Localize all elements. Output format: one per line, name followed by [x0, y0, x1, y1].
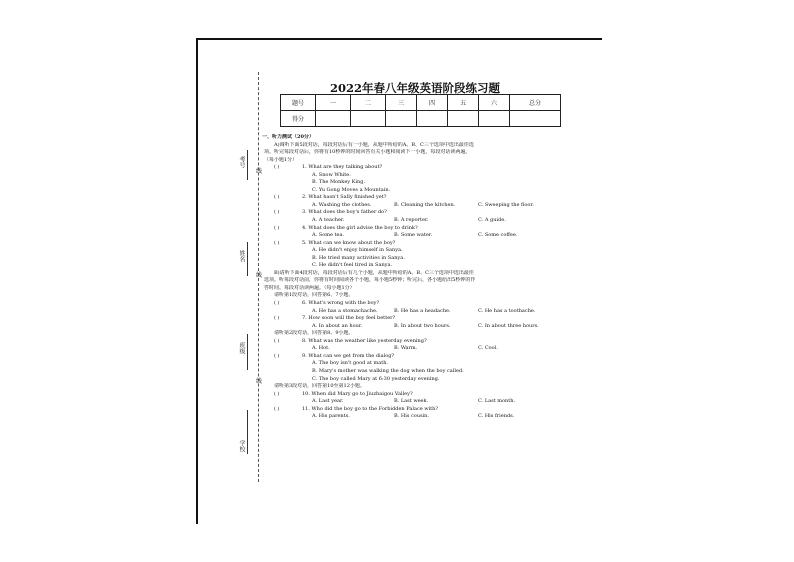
score-table-header: 题号: [281, 95, 316, 111]
score-table-header: 五: [448, 95, 479, 111]
option-c: C. Some coffee.: [478, 232, 518, 239]
score-cell[interactable]: [417, 111, 448, 127]
side-name-label: 姓名: [238, 250, 245, 262]
option-c: C. Last month.: [478, 398, 516, 405]
score-table-header: 二: [351, 95, 386, 111]
section-heading: 一、听力测试（20分）: [262, 134, 314, 140]
answer-paren[interactable]: ( ): [274, 300, 280, 307]
score-table-header: 三: [386, 95, 417, 111]
instruction-text: 选项。听每段对话前，你将有时间阅读各个小题，每小题5秒钟；听完后，各小题给出5秒钟的作: [264, 277, 476, 284]
question-stem: 4. What does the girl advise the boy to drink?: [302, 224, 418, 231]
option-a: A. The boy isn't good at math.: [312, 360, 389, 367]
option-a: A. Last year.: [312, 398, 344, 405]
option-b: B. In about two hours.: [394, 322, 451, 329]
question-stem: 3. What does the boy's father do?: [302, 209, 387, 216]
option-b: B. Warm.: [394, 345, 418, 352]
answer-paren[interactable]: ( ): [274, 194, 280, 201]
question-stem: 11. Who did the boy go to the Forbidden Palace with?: [302, 405, 439, 412]
question-stem: 7. How soon will the boy feel better?: [302, 315, 396, 322]
option-c: C. Sweeping the floor.: [478, 201, 534, 208]
question-stem: 5. What can we know about the boy?: [302, 239, 396, 246]
score-cell[interactable]: [479, 111, 510, 127]
option-c: C. The boy called Mary at 6:30 yesterday evening.: [312, 375, 440, 382]
option-b: B. Cleaning the kitchen.: [394, 201, 456, 208]
question-stem: 9. What can we get from the dialog?: [302, 352, 395, 359]
dialogue-instruction: 请听第3段对话，回答第10至第12小题。: [274, 383, 365, 390]
question-stem: 6. What's wrong with the boy?: [302, 300, 380, 307]
score-row-label: 得分: [281, 111, 316, 127]
option-c: C. Cool.: [478, 345, 498, 352]
answer-paren[interactable]: ( ): [274, 224, 280, 231]
dialogue-instruction: 请听第2段对话，回答第8、9小题。: [274, 330, 354, 337]
instruction-text: B)请听下面4段对话，每段对话后有几个小题，从题中所给的A、B、C三个选项中选出最佳: [274, 269, 474, 276]
option-b: B. A reporter.: [394, 217, 429, 224]
answer-paren[interactable]: ( ): [274, 164, 280, 171]
page-title: 2022年春八年级英语阶段练习题: [329, 81, 500, 95]
page-border-top: [196, 38, 602, 40]
instruction-text: 项。听完每段对话后，你将有10秒钟的时间回答有关小题和阅读下一小题，每段对话读两遍。: [264, 149, 471, 156]
side-number-label: 考号: [238, 156, 245, 168]
score-table-header-row: [281, 95, 561, 111]
page-border-left: [196, 38, 198, 524]
score-table-header: 四: [417, 95, 448, 111]
answer-paren[interactable]: ( ): [274, 390, 280, 397]
option-c: C. He has a toothache.: [478, 307, 536, 314]
option-b: B. Some water.: [394, 232, 433, 239]
binding-mark: 线: [256, 168, 263, 175]
side-number-blank: [247, 150, 248, 180]
option-b: B. The Monkey King.: [312, 179, 366, 186]
side-class-blank: [247, 334, 248, 370]
option-a: A. In about an hour.: [312, 322, 363, 329]
option-c: C. A guide.: [478, 217, 506, 224]
option-b: B. Mary's mother was walking the dog when the boy called.: [312, 367, 464, 374]
question-stem: 10. When did Mary go to Jiuzhaigou Valley?: [302, 390, 413, 397]
option-c: C. He didn't feel tired in Sanya.: [312, 262, 393, 269]
answer-paren[interactable]: ( ): [274, 337, 280, 344]
option-a: A. He has a stomachache.: [312, 307, 378, 314]
option-a: A. Some tea.: [312, 232, 345, 239]
score-table-score-row: [281, 111, 561, 127]
score-cell[interactable]: [351, 111, 386, 127]
option-a: A. Hot.: [312, 345, 330, 352]
option-a: A. He didn't enjoy himself in Sanya.: [312, 247, 403, 254]
score-note: （每小题1分）: [264, 156, 298, 163]
binding-mark: 线: [256, 272, 263, 279]
instruction-text: A)调听下面5段对话，每段对话后有一小题，从题中所给的A、B、C三个选项中选出最佳选: [274, 141, 474, 148]
score-cell[interactable]: [386, 111, 417, 127]
answer-paren[interactable]: ( ): [274, 315, 280, 322]
option-a: A. Washing the clothes.: [312, 201, 372, 208]
side-school-blank: [247, 410, 248, 454]
question-stem: 2. What hasn't Sally finished yet?: [302, 194, 387, 201]
option-c: C. In about three hours.: [478, 322, 539, 329]
answer-paren[interactable]: ( ): [274, 405, 280, 412]
score-cell[interactable]: [448, 111, 479, 127]
question-stem: 1. What are they talking about?: [302, 164, 383, 171]
answer-paren[interactable]: ( ): [274, 209, 280, 216]
option-b: B. Last week.: [394, 398, 429, 405]
score-cell[interactable]: [316, 111, 351, 127]
answer-paren[interactable]: ( ): [274, 352, 280, 359]
option-b: B. He has a headache.: [394, 307, 451, 314]
answer-paren[interactable]: ( ): [274, 239, 280, 246]
score-table-header: 总分: [510, 95, 561, 111]
exam-content: [262, 134, 592, 421]
option-a: A. A teacher.: [312, 217, 345, 224]
option-b: B. He tried many activities in Sanya.: [312, 254, 405, 261]
side-school-label: 学校: [238, 440, 245, 452]
option-a: A. His parents.: [312, 413, 350, 420]
option-c: C. Yu Gong Moves a Mountain.: [312, 186, 391, 193]
score-table: [280, 94, 561, 127]
side-name-blank: [247, 242, 248, 276]
side-class-label: 班级: [238, 342, 245, 354]
option-c: C. His friends.: [478, 413, 515, 420]
score-cell[interactable]: [510, 111, 561, 127]
score-table-header: 一: [316, 95, 351, 111]
binding-mark: 线: [256, 378, 263, 385]
option-a: A. Snow White.: [312, 171, 351, 178]
dialogue-instruction: 请听第1段对话，回答第6、7小题。: [274, 292, 354, 299]
question-stem: 8. What was the weather like yesterday evening?: [302, 337, 427, 344]
instruction-text: 答时间。每段对话读两遍。（每小题1分）: [264, 284, 355, 291]
score-table-header: 六: [479, 95, 510, 111]
option-b: B. His cousin.: [394, 413, 429, 420]
